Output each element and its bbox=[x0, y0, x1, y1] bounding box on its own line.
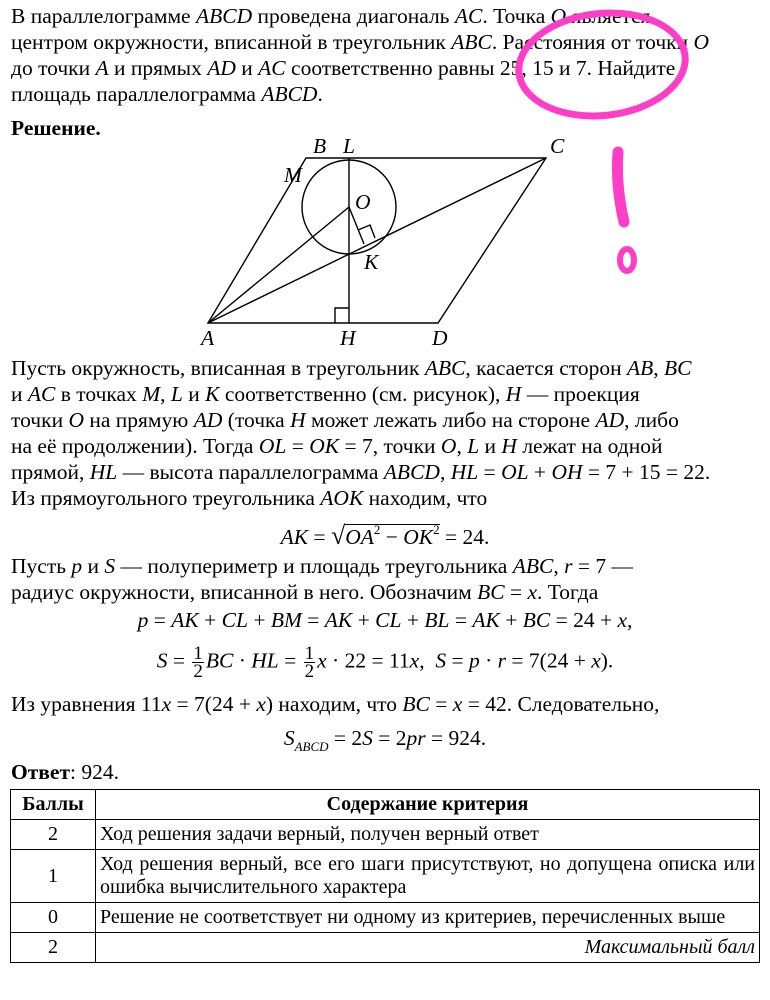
label-l: L bbox=[343, 134, 355, 158]
equation-final-area: $S_{ABCD} = 2S = 2pr = 924$. bbox=[283, 726, 487, 754]
equation-area: S = $\frac{1}{2}$ BC · HL = $\frac{1}{2}$ x · 22 = 11x, S = p · r = 7(24 + x). bbox=[156, 643, 614, 682]
problem-line-4: площадь параллелограмма ABCD. bbox=[11, 82, 323, 106]
solution-heading: Решение. bbox=[11, 116, 101, 140]
problem-line-2: центром окружности, вписанной в треугольник ABC. Расстояния от точки O bbox=[11, 30, 709, 54]
label-b: B bbox=[313, 134, 327, 158]
equation-ak: AK = $√OA^2 - OK^2 = 24$. bbox=[280, 521, 490, 550]
label-c: C bbox=[550, 134, 565, 158]
table-header-row bbox=[11, 790, 760, 820]
body-p3: Из уравнения 11x = 7(24 + x) находим, что BC = x = 42. Следовательно, bbox=[11, 692, 660, 716]
row-score: 1 bbox=[11, 850, 96, 903]
body-p1-line-2: и AC в точках M, L и K соответственно (см. рисунок), H — проекция bbox=[11, 382, 640, 406]
table-row-max bbox=[11, 933, 760, 963]
body-p2-line-1: Пусть p и S — полупериметр и площадь треугольника ABC, r = 7 — bbox=[11, 554, 633, 578]
label-h: H bbox=[340, 326, 356, 350]
problem-line-1: В параллелограмме ABCD проведена диагональ AC. Точка O является bbox=[11, 4, 651, 28]
row-score: 2 bbox=[11, 820, 96, 850]
body-p1-line-3: точки O на прямую AD (точка H может лежать либо на стороне AD, либо bbox=[11, 408, 679, 432]
equation-semiperimeter: p = AK + CL + BM = AK + CL + BL = AK + BC = 24 + x, bbox=[137, 608, 633, 632]
row-text: Ход решения задачи верный, получен верный ответ bbox=[96, 820, 760, 850]
body-p1-line-1: Пусть окружность, вписанная в треугольник ABC, касается сторон AB, BC bbox=[11, 356, 692, 380]
answer-value: : 924. bbox=[70, 760, 119, 784]
row-score: 0 bbox=[11, 903, 96, 933]
header-criterion: Содержание критерия bbox=[96, 790, 760, 820]
row-text: Решение не соответствует ни одному из критериев, перечисленных выше bbox=[96, 903, 760, 933]
table-row bbox=[11, 820, 760, 850]
label-k: K bbox=[364, 250, 379, 274]
label-m: M bbox=[284, 163, 302, 187]
table-row bbox=[11, 850, 760, 903]
body-p1-line-5: прямой, HL — высота параллелограмма ABCD, HL = OL + OH = 7 + 15 = 22. bbox=[11, 460, 711, 484]
answer-line bbox=[11, 759, 759, 785]
max-score: 2 bbox=[11, 933, 96, 963]
problem-line-3: до точки A и прямых AD и AC соответственно равны 25, 15 и 7. Найдите bbox=[11, 56, 676, 80]
answer-label: Ответ bbox=[11, 760, 70, 784]
body-p2-line-2: радиус окружности, вписанной в него. Обозначим BC = x. Тогда bbox=[11, 580, 599, 604]
table-row bbox=[11, 903, 760, 933]
right-angle-h bbox=[335, 308, 349, 323]
header-score: Баллы bbox=[11, 790, 96, 820]
label-o: O bbox=[355, 190, 371, 214]
body-p1-line-4: на её продолжении). Тогда OL = OK = 7, точки O, L и H лежат на одной bbox=[11, 434, 663, 458]
criteria-table bbox=[10, 789, 760, 963]
label-d: D bbox=[432, 326, 448, 350]
row-text: Ход решения верный, все его шаги присутствуют, но допущена описка или ошибка вычислительного характера bbox=[96, 850, 760, 903]
label-a: A bbox=[201, 326, 215, 350]
body-p1-line-6: Из прямоугольного треугольника AOK находим, что bbox=[11, 486, 488, 510]
max-label: Максимальный балл bbox=[96, 933, 760, 963]
diagonal-ac bbox=[208, 158, 546, 323]
